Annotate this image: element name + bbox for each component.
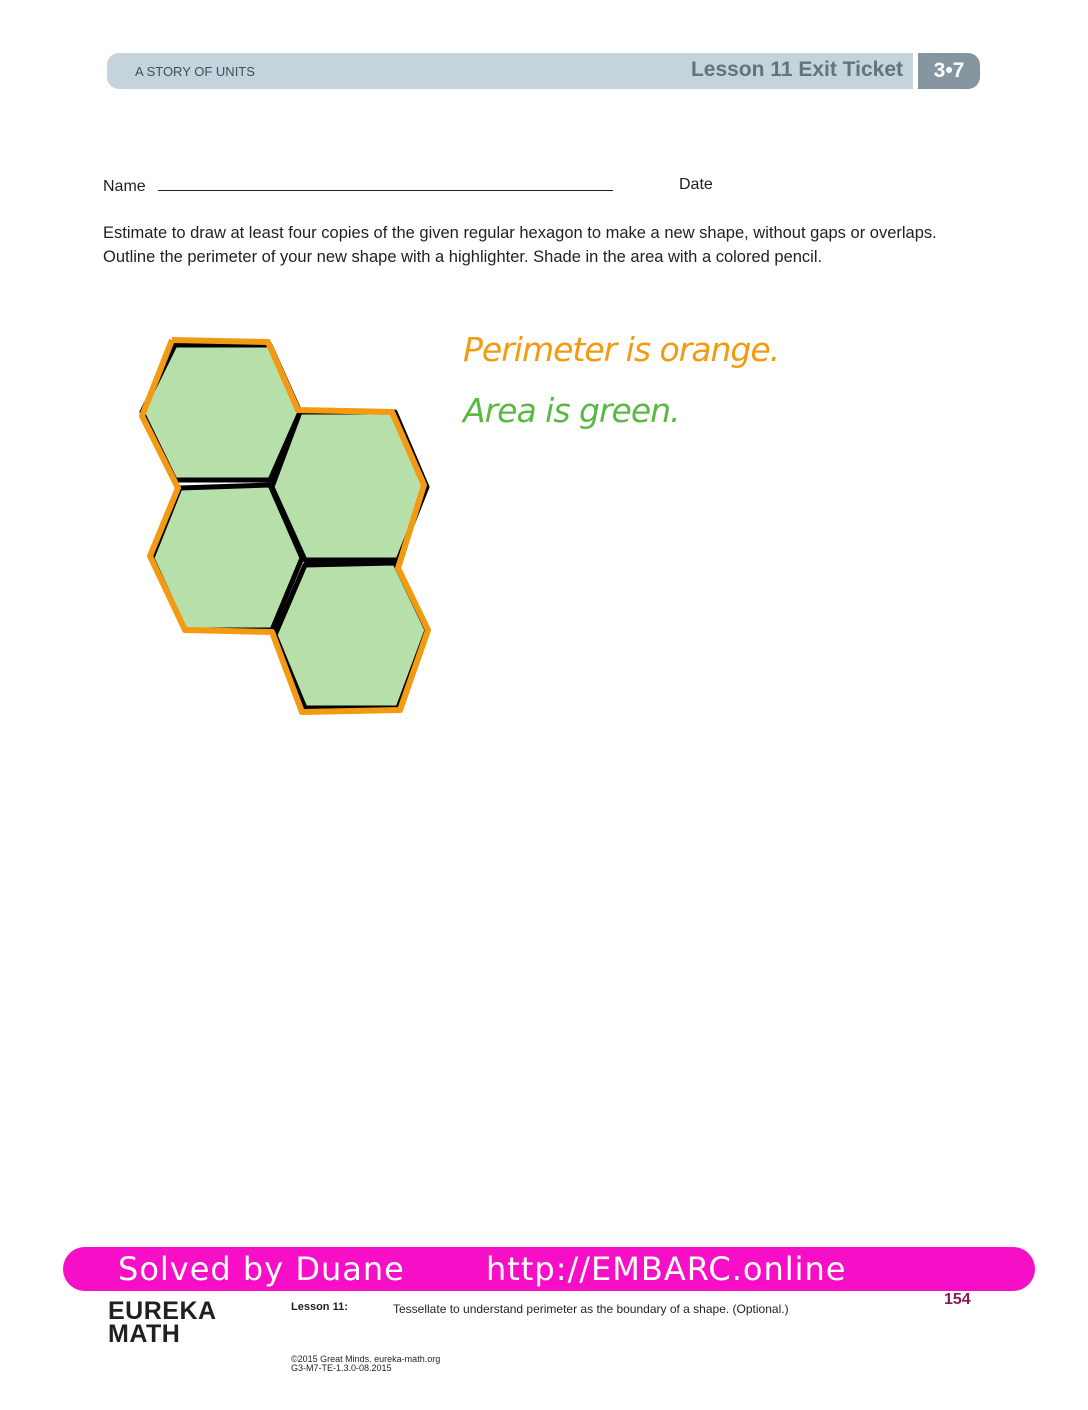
copyright bbox=[291, 1355, 440, 1373]
name-field[interactable] bbox=[103, 176, 613, 196]
lesson-title: Lesson 11 Exit Ticket bbox=[690, 58, 903, 81]
page-number: 154 bbox=[944, 1291, 971, 1308]
name-label: Name bbox=[103, 178, 146, 195]
perimeter-note: Perimeter is orange. bbox=[463, 330, 780, 369]
solved-by-text: Solved by Duane bbox=[118, 1250, 405, 1288]
copyright-text: ©2015 Great Minds. eureka-math.org bbox=[291, 1354, 441, 1364]
area-note: Area is green. bbox=[463, 391, 680, 430]
hexagon-tessellation bbox=[130, 330, 440, 720]
name-underline[interactable] bbox=[158, 176, 613, 191]
banner-url[interactable]: http://EMBARC.online bbox=[486, 1250, 847, 1288]
date-label: Date bbox=[679, 176, 713, 193]
doc-code: G3-M7-TE-1.3.0-08.2015 bbox=[291, 1363, 392, 1373]
footer-lesson-desc: Tessellate to understand perimeter as the boundary of a shape. (Optional.) bbox=[393, 1302, 789, 1316]
eureka-math-logo bbox=[108, 1297, 217, 1348]
instructions: Estimate to draw at least four copies of the given regular hexagon to make a new shape, without gaps or overlaps. Outline the perimeter of your new shape with a highlighter. Shade in the area with a colored pencil. bbox=[103, 224, 937, 266]
series-label: A STORY OF UNITS bbox=[135, 64, 255, 79]
date-field[interactable] bbox=[679, 176, 717, 194]
footer-lesson-label: Lesson 11: bbox=[291, 1301, 348, 1313]
logo-line-1: EUREKA bbox=[108, 1297, 217, 1325]
logo-line-2: MATH bbox=[108, 1320, 181, 1348]
module-badge: 3•7 bbox=[918, 53, 980, 89]
